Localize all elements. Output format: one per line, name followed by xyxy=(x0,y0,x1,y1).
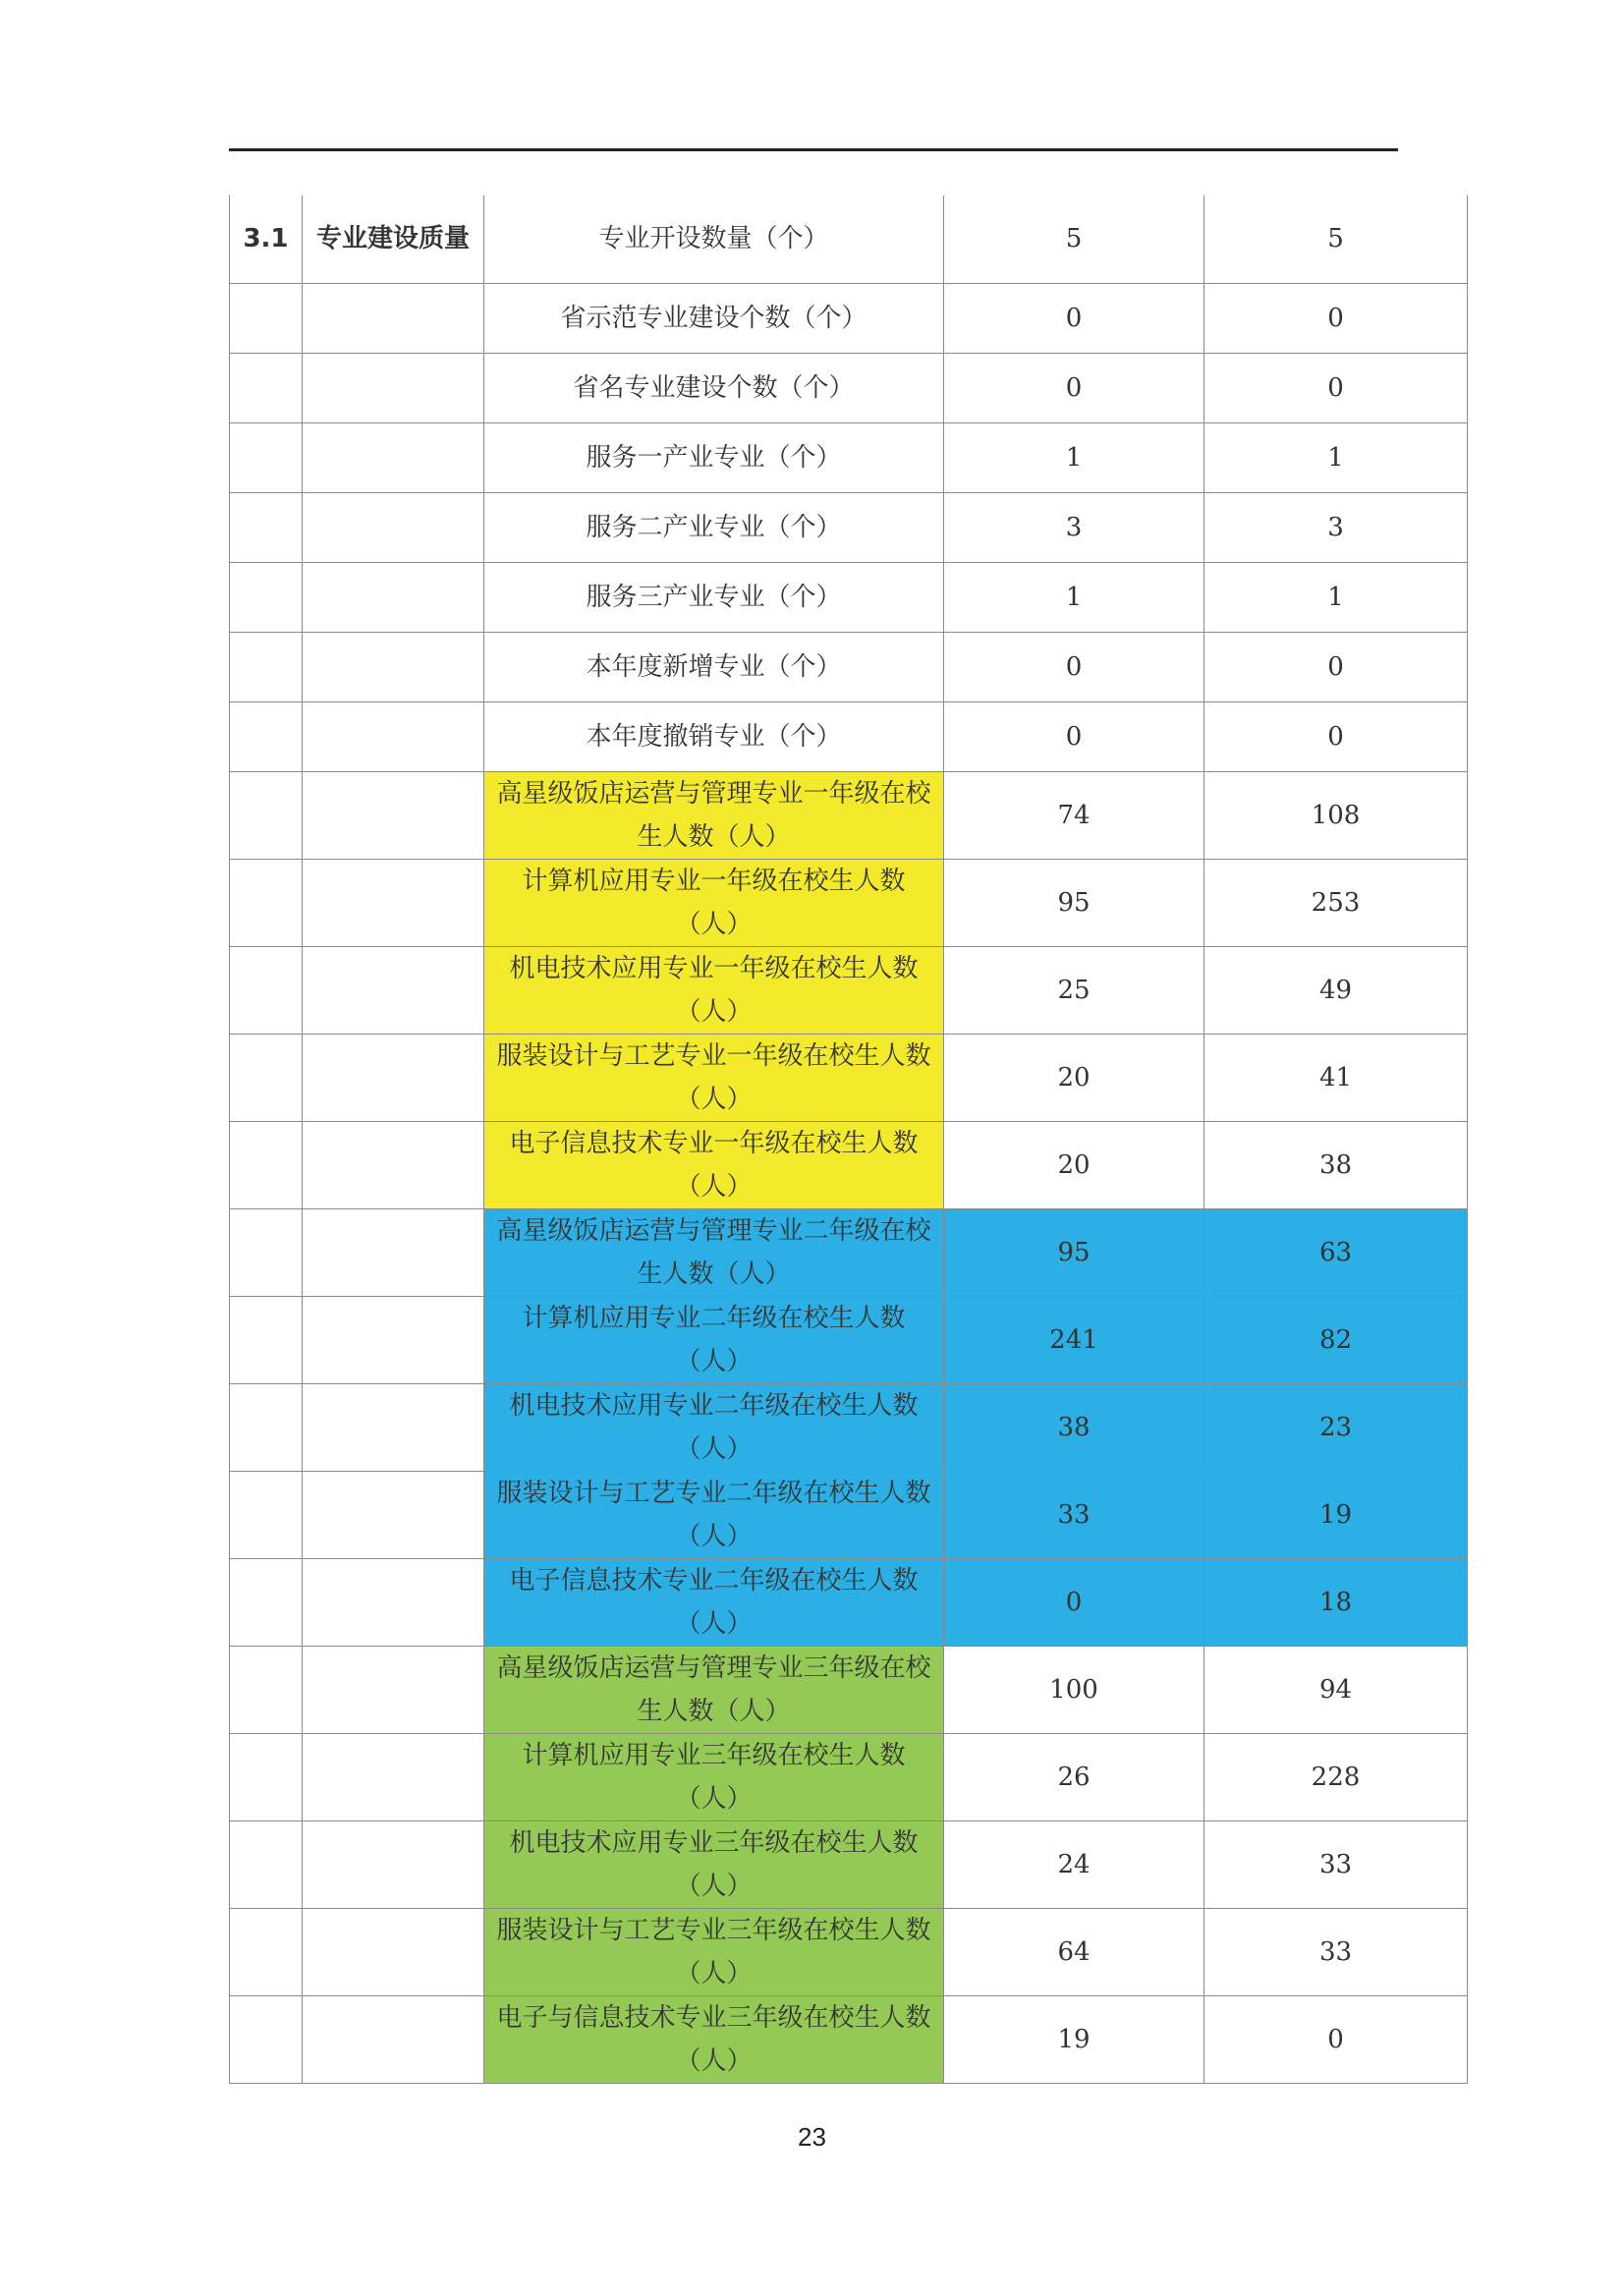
value-col-1: 100 xyxy=(944,1646,1204,1733)
empty-cell xyxy=(303,1121,484,1208)
empty-cell xyxy=(303,701,484,771)
value-col-2: 19 xyxy=(1204,1471,1468,1558)
indicator-name: 本年度撤销专业（个） xyxy=(484,701,944,771)
table-row xyxy=(230,1908,1468,1995)
indicator-name: 高星级饭店运营与管理专业二年级在校生人数（人） xyxy=(484,1208,944,1296)
value-col-1: 3 xyxy=(944,492,1204,562)
value-col-2: 108 xyxy=(1204,771,1468,859)
table-body xyxy=(230,196,1468,2083)
value-col-2: 23 xyxy=(1204,1383,1468,1471)
empty-cell xyxy=(303,1383,484,1471)
empty-cell xyxy=(303,1820,484,1908)
value-col-2: 49 xyxy=(1204,946,1468,1034)
table-row xyxy=(230,1733,1468,1820)
value-col-2: 94 xyxy=(1204,1646,1468,1733)
table-row xyxy=(230,1820,1468,1908)
value-col-1: 0 xyxy=(944,283,1204,353)
table-row xyxy=(230,283,1468,353)
empty-cell xyxy=(230,946,303,1034)
value-col-1: 24 xyxy=(944,1820,1204,1908)
value-col-1: 0 xyxy=(944,632,1204,701)
value-col-2: 82 xyxy=(1204,1296,1468,1383)
value-col-2: 63 xyxy=(1204,1208,1468,1296)
indicator-name: 计算机应用专业三年级在校生人数（人） xyxy=(484,1733,944,1820)
indicator-name: 服装设计与工艺专业一年级在校生人数（人） xyxy=(484,1034,944,1121)
empty-cell xyxy=(230,771,303,859)
empty-cell xyxy=(230,492,303,562)
indicator-name: 机电技术应用专业三年级在校生人数（人） xyxy=(484,1820,944,1908)
empty-cell xyxy=(230,353,303,422)
table-row xyxy=(230,1208,1468,1296)
table-row xyxy=(230,1296,1468,1383)
empty-cell xyxy=(230,1208,303,1296)
value-col-1: 33 xyxy=(944,1471,1204,1558)
table-row xyxy=(230,632,1468,701)
value-col-2: 0 xyxy=(1204,283,1468,353)
empty-cell xyxy=(303,283,484,353)
empty-cell xyxy=(303,422,484,492)
empty-cell xyxy=(230,422,303,492)
table-row xyxy=(230,946,1468,1034)
empty-cell xyxy=(303,1995,484,2083)
empty-cell xyxy=(230,1908,303,1995)
value-col-1: 0 xyxy=(944,701,1204,771)
empty-cell xyxy=(230,1995,303,2083)
indicator-name: 电子信息技术专业二年级在校生人数（人） xyxy=(484,1558,944,1646)
value-col-1: 38 xyxy=(944,1383,1204,1471)
empty-cell xyxy=(303,859,484,946)
empty-cell xyxy=(303,1646,484,1733)
empty-cell xyxy=(303,562,484,632)
value-col-2: 3 xyxy=(1204,492,1468,562)
indicator-name: 省名专业建设个数（个） xyxy=(484,353,944,422)
value-col-1: 25 xyxy=(944,946,1204,1034)
empty-cell xyxy=(230,562,303,632)
empty-cell xyxy=(303,1558,484,1646)
table-row xyxy=(230,1383,1468,1471)
empty-cell xyxy=(303,771,484,859)
section-id: 3.1 xyxy=(230,196,303,283)
table-row xyxy=(230,859,1468,946)
value-col-1: 26 xyxy=(944,1733,1204,1820)
indicator-name: 计算机应用专业一年级在校生人数（人） xyxy=(484,859,944,946)
value-col-2: 5 xyxy=(1204,196,1468,283)
value-col-1: 1 xyxy=(944,422,1204,492)
empty-cell xyxy=(303,492,484,562)
value-col-1: 5 xyxy=(944,196,1204,283)
indicator-name: 服务一产业专业（个） xyxy=(484,422,944,492)
table-row xyxy=(230,562,1468,632)
empty-cell xyxy=(303,1908,484,1995)
table-row xyxy=(230,1995,1468,2083)
value-col-1: 241 xyxy=(944,1296,1204,1383)
value-col-2: 0 xyxy=(1204,353,1468,422)
table-row xyxy=(230,1471,1468,1558)
empty-cell xyxy=(230,1820,303,1908)
indicator-name: 省示范专业建设个数（个） xyxy=(484,283,944,353)
value-col-2: 0 xyxy=(1204,632,1468,701)
empty-cell xyxy=(303,1208,484,1296)
value-col-1: 95 xyxy=(944,1208,1204,1296)
indicator-name: 服务二产业专业（个） xyxy=(484,492,944,562)
major-quality-table xyxy=(229,196,1468,2084)
indicator-name: 机电技术应用专业二年级在校生人数（人） xyxy=(484,1383,944,1471)
table-row xyxy=(230,1558,1468,1646)
empty-cell xyxy=(303,1733,484,1820)
value-col-2: 33 xyxy=(1204,1908,1468,1995)
value-col-2: 1 xyxy=(1204,422,1468,492)
empty-cell xyxy=(230,1034,303,1121)
empty-cell xyxy=(230,632,303,701)
indicator-name: 电子信息技术专业一年级在校生人数（人） xyxy=(484,1121,944,1208)
empty-cell xyxy=(303,1034,484,1121)
table-row xyxy=(230,1121,1468,1208)
value-col-1: 64 xyxy=(944,1908,1204,1995)
value-col-1: 20 xyxy=(944,1034,1204,1121)
empty-cell xyxy=(230,1383,303,1471)
indicator-name: 服装设计与工艺专业二年级在校生人数（人） xyxy=(484,1471,944,1558)
header-rule xyxy=(229,148,1398,151)
empty-cell xyxy=(303,1296,484,1383)
value-col-2: 253 xyxy=(1204,859,1468,946)
empty-cell xyxy=(230,1121,303,1208)
indicator-name: 高星级饭店运营与管理专业三年级在校生人数（人） xyxy=(484,1646,944,1733)
empty-cell xyxy=(230,1733,303,1820)
page-number: 23 xyxy=(798,2122,826,2152)
value-col-1: 0 xyxy=(944,353,1204,422)
value-col-1: 1 xyxy=(944,562,1204,632)
empty-cell xyxy=(303,353,484,422)
value-col-2: 41 xyxy=(1204,1034,1468,1121)
value-col-2: 1 xyxy=(1204,562,1468,632)
table-row xyxy=(230,353,1468,422)
empty-cell xyxy=(230,1646,303,1733)
table-row xyxy=(230,422,1468,492)
empty-cell xyxy=(230,701,303,771)
empty-cell xyxy=(230,859,303,946)
indicator-name: 机电技术应用专业一年级在校生人数（人） xyxy=(484,946,944,1034)
empty-cell xyxy=(230,1296,303,1383)
indicator-name: 计算机应用专业二年级在校生人数（人） xyxy=(484,1296,944,1383)
value-col-1: 0 xyxy=(944,1558,1204,1646)
value-col-2: 228 xyxy=(1204,1733,1468,1820)
value-col-2: 33 xyxy=(1204,1820,1468,1908)
indicator-name: 专业开设数量（个） xyxy=(484,196,944,283)
value-col-1: 74 xyxy=(944,771,1204,859)
value-col-2: 38 xyxy=(1204,1121,1468,1208)
empty-cell xyxy=(230,283,303,353)
empty-cell xyxy=(303,946,484,1034)
table-row xyxy=(230,1646,1468,1733)
empty-cell xyxy=(303,1471,484,1558)
value-col-2: 0 xyxy=(1204,1995,1468,2083)
section-category: 专业建设质量 xyxy=(303,196,484,283)
table-row xyxy=(230,701,1468,771)
empty-cell xyxy=(230,1558,303,1646)
value-col-1: 20 xyxy=(944,1121,1204,1208)
empty-cell xyxy=(230,1471,303,1558)
empty-cell xyxy=(303,632,484,701)
indicator-name: 服装设计与工艺专业三年级在校生人数（人） xyxy=(484,1908,944,1995)
table-row xyxy=(230,1034,1468,1121)
value-col-2: 18 xyxy=(1204,1558,1468,1646)
table-row xyxy=(230,492,1468,562)
indicator-name: 电子与信息技术专业三年级在校生人数（人） xyxy=(484,1995,944,2083)
value-col-1: 19 xyxy=(944,1995,1204,2083)
indicator-name: 高星级饭店运营与管理专业一年级在校生人数（人） xyxy=(484,771,944,859)
table-row xyxy=(230,196,1468,283)
value-col-2: 0 xyxy=(1204,701,1468,771)
value-col-1: 95 xyxy=(944,859,1204,946)
indicator-name: 本年度新增专业（个） xyxy=(484,632,944,701)
indicator-name: 服务三产业专业（个） xyxy=(484,562,944,632)
table-row xyxy=(230,771,1468,859)
